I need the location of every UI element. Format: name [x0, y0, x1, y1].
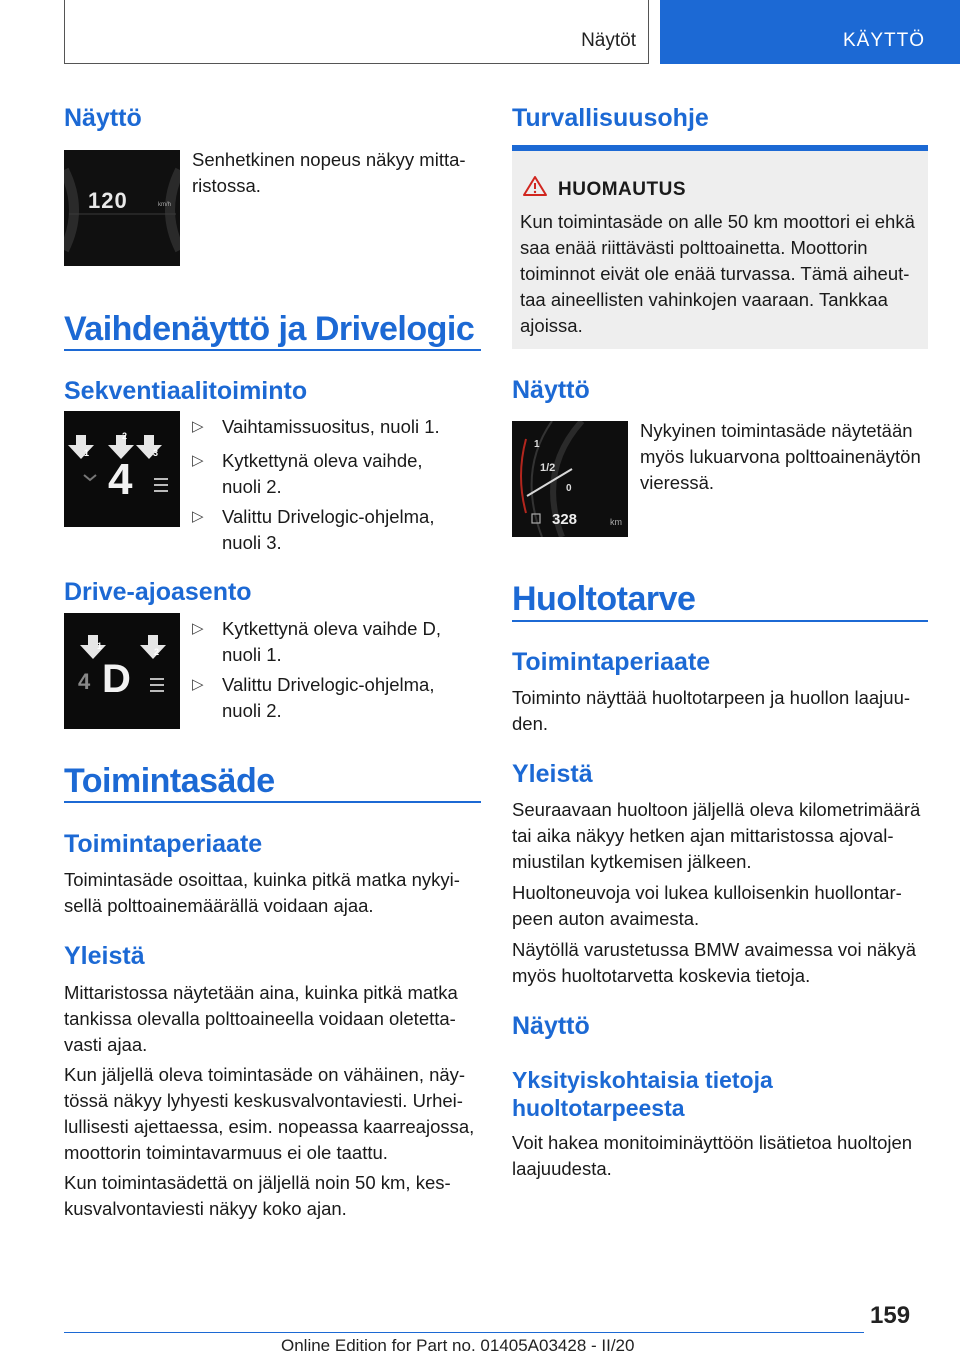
- yleista-paragraph: Mittaristossa näytetään aina, kuinka pitkä matka tankissa olevalla polttoaineella voidaan oletetta-vasti ajaa.: [64, 982, 458, 1055]
- footer-rule: [64, 1332, 864, 1333]
- warning-title: HUOMAUTUS: [558, 179, 686, 200]
- section-title-toimintaperiaate: Toimintaperiaate: [512, 648, 711, 676]
- arrow-label-1: 1: [84, 448, 90, 458]
- range-value: 328: [552, 511, 578, 528]
- section-title-drive: Drive-ajoasento: [64, 578, 252, 606]
- section-title-turvallisuusohje: Turvallisuusohje: [512, 104, 709, 132]
- heading-toimintasade: Toimintasäde: [64, 762, 275, 800]
- header-section-tab: [64, 0, 649, 64]
- arrow-label-2: 2: [122, 431, 128, 441]
- bullet-triangle-icon: ▷: [192, 620, 204, 637]
- speed-value: 120: [88, 188, 128, 213]
- header-chapter-label: KÄYTTÖ: [843, 30, 926, 51]
- gear-indicator: 4: [108, 455, 133, 504]
- range-unit: km: [610, 517, 622, 527]
- page-number: 159: [870, 1302, 911, 1329]
- heading-huoltotarve: Huoltotarve: [512, 580, 696, 618]
- section-title-toimintaperiaate: Toimintaperiaate: [64, 830, 263, 858]
- heading-rule: [64, 349, 481, 351]
- heading-rule: [64, 801, 481, 803]
- gauge-label-half: 1/2: [540, 462, 556, 474]
- naytto-text: Senhetkinen nopeus näkyy mitta-ristossa.: [192, 149, 466, 196]
- arrow-label-1: 1: [97, 641, 103, 651]
- warning-box: [512, 145, 928, 349]
- toimintaperiaate-text: Toimintasäde osoittaa, kuinka pitkä matka nykyi-sellä polttoainemäärällä voidaan ajaa.: [64, 869, 460, 916]
- warning-triangle-icon: [522, 175, 548, 202]
- fuel-gauge-image: [512, 421, 628, 537]
- yleista-paragraph: Huoltoneuvoja voi lukea kulloisenkin huollontar-peen auton avaimesta.: [512, 882, 902, 929]
- previous-gear: 4: [78, 669, 91, 694]
- section-title-naytto: Näyttö: [64, 104, 142, 132]
- speedometer-image: [64, 150, 180, 266]
- arrow-label-3: 3: [153, 448, 159, 458]
- warning-text: Kun toimintasäde on alle 50 km moottori ei ehkä saa enää riittävästi polttoainetta. Moottorin toiminnot eivät ole enää turvassa. Tämä aiheut-taa aineellisten vahinkojen vaaraan. Tankkaa ajoissa.: [520, 211, 915, 336]
- section-title-naytto: Näyttö: [512, 376, 590, 404]
- drive-gear-display-image: [64, 613, 180, 729]
- heading-rule: [512, 620, 928, 622]
- section-title-yleista: Yleistä: [64, 942, 145, 970]
- drive-gear-indicator: D: [102, 657, 131, 701]
- sequential-gear-display-image: [64, 411, 180, 527]
- section-title-yleista: Yleistä: [512, 760, 593, 788]
- arrow-label-2: 2: [154, 647, 160, 657]
- footer-edition: Online Edition for Part no. 01405A03428 - II/20: [281, 1336, 635, 1355]
- yksityiskohtaisia-text: Voit hakea monitoiminäyttöön lisätietoa huoltojen laajuudesta.: [512, 1132, 913, 1179]
- yleista-paragraph: Näytöllä varustetussa BMW avaimessa voi näkyä myös huoltotarvetta koskevia tietoja.: [512, 939, 917, 986]
- section-title-naytto: Näyttö: [512, 1012, 590, 1040]
- naytto-range-text: Nykyinen toimintasäde näytetään myös lukuarvona polttoainenäytön vieressä.: [640, 420, 921, 493]
- gauge-label-full: 1: [534, 439, 540, 450]
- bullet-triangle-icon: ▷: [192, 676, 204, 693]
- yleista-paragraph: Kun toimintasädettä on jäljellä noin 50 km, kes-kusvalvontaviesti näkyy koko ajan.: [64, 1172, 451, 1219]
- bullet-triangle-icon: ▷: [192, 452, 204, 469]
- speed-unit: km/h: [158, 202, 172, 208]
- section-title-sekventiaali: Sekventiaalitoiminto: [64, 377, 308, 405]
- header-section-label: Näytöt: [581, 30, 636, 51]
- gauge-label-empty: 0: [566, 483, 572, 494]
- yleista-paragraph: Kun jäljellä oleva toimintasäde on vähäinen, näy-tössä näkyy lyhyesti keskusvalvontaviesti. Urhei-lullisesti ajettaessa, esim. nopeassa kaarreajossa, moottorin toimintavarmuus ei ole taattu.: [64, 1064, 475, 1163]
- bullet-triangle-icon: ▷: [192, 508, 204, 525]
- heading-vaihdenaytto: Vaihdenäyttö ja Drivelogic: [64, 310, 475, 348]
- toimintaperiaate-text: Toiminto näyttää huoltotarpeen ja huollon laajuu-den.: [512, 687, 911, 734]
- yleista-paragraph: Seuraavaan huoltoon jäljellä oleva kilometrimäärä tai aika näkyy hetken ajan mittaristossa ajoval-miustilan kytkemisen jälkeen.: [512, 799, 921, 872]
- bullet-triangle-icon: ▷: [192, 418, 204, 435]
- section-title-yksityiskohtaisia: Yksityiskohtaisia tietoja huoltotarpeesta: [512, 1067, 773, 1121]
- header-chapter-tab: [660, 0, 960, 64]
